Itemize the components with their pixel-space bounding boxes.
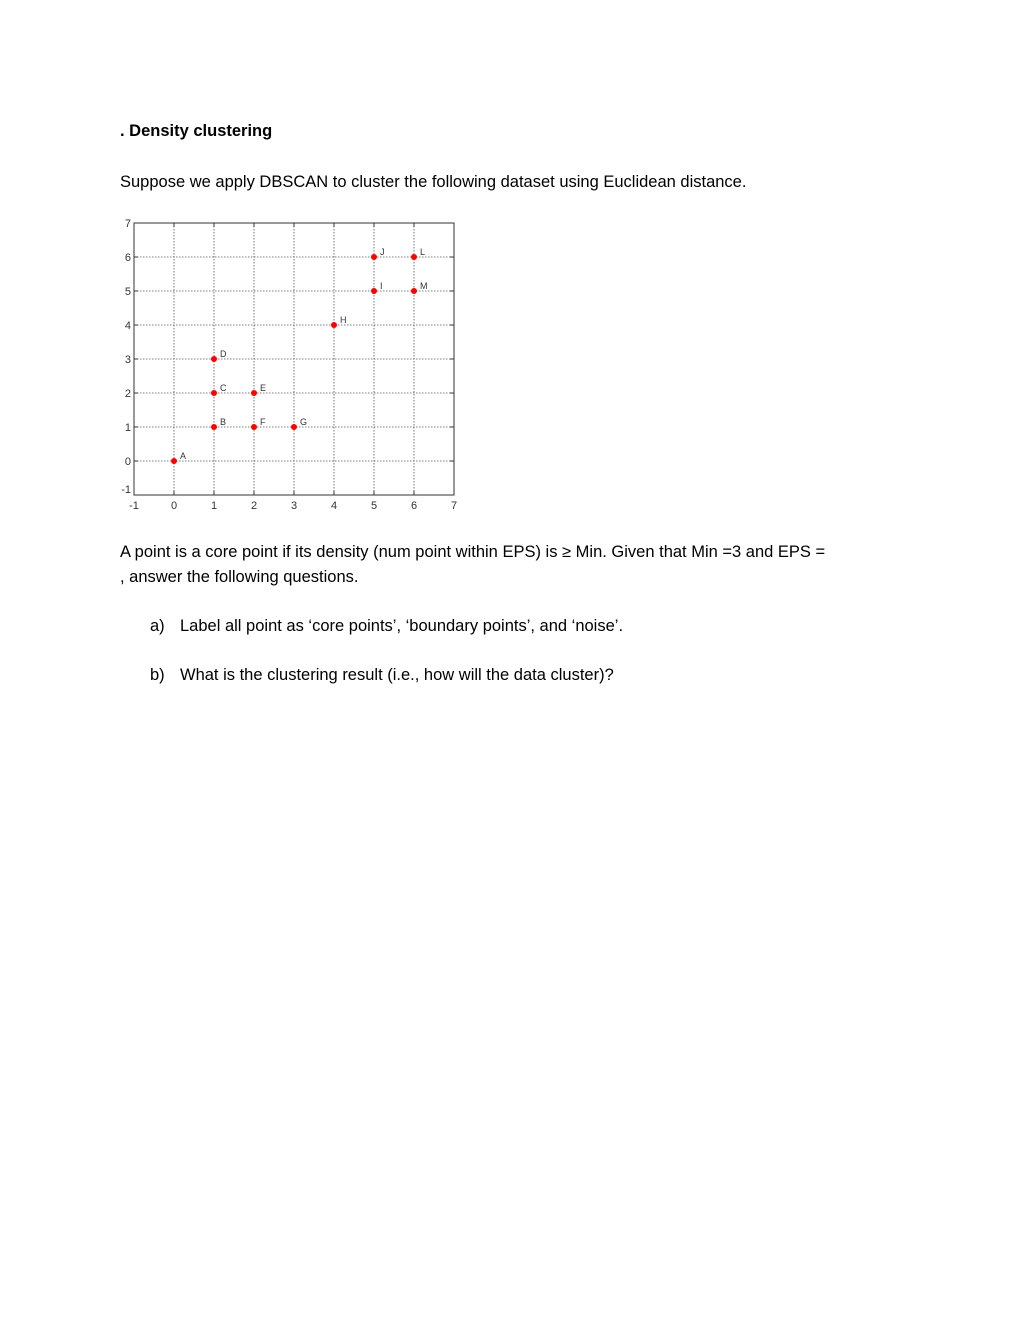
question-b-text: What is the clustering result (i.e., how will the data cluster)? bbox=[180, 666, 614, 684]
y-tick-label: 4 bbox=[124, 320, 131, 332]
y-tick-label: 3 bbox=[124, 354, 131, 366]
scatter-chart bbox=[112, 214, 472, 516]
question-b bbox=[150, 663, 614, 688]
x-tick-label: 6 bbox=[410, 500, 418, 512]
data-point-m bbox=[411, 288, 417, 294]
y-tick-label: -1 bbox=[121, 484, 131, 496]
section-heading: . Density clustering bbox=[120, 122, 273, 140]
data-point-i bbox=[371, 288, 377, 294]
data-point-g bbox=[291, 424, 297, 430]
y-tick-label: 6 bbox=[124, 252, 131, 264]
point-label-c: C bbox=[220, 383, 227, 393]
data-point-h bbox=[331, 322, 337, 328]
x-tick-label: 4 bbox=[330, 500, 338, 512]
point-label-h: H bbox=[340, 315, 347, 325]
y-tick-label: 5 bbox=[124, 286, 131, 298]
x-tick-label: 2 bbox=[250, 500, 258, 512]
x-tick-label: 5 bbox=[370, 500, 378, 512]
point-label-b: B bbox=[220, 417, 227, 427]
data-point-f bbox=[251, 424, 257, 430]
data-point-l bbox=[411, 254, 417, 260]
core-point-definition bbox=[120, 540, 825, 590]
data-point-a bbox=[171, 458, 177, 464]
point-label-l: L bbox=[420, 247, 426, 257]
point-label-e: E bbox=[260, 383, 267, 393]
x-tick-label: 1 bbox=[210, 500, 218, 512]
intro-paragraph: Suppose we apply DBSCAN to cluster the following dataset using Euclidean distance. bbox=[120, 173, 747, 191]
question-a bbox=[150, 614, 623, 639]
core-definition-line-1: A point is a core point if its density (num point within EPS) is ≥ Min. Given that Min =3 and EPS = bbox=[120, 543, 826, 561]
core-definition-line-2: , answer the following questions. bbox=[120, 568, 359, 586]
x-tick-label: 0 bbox=[170, 500, 178, 512]
y-tick-label: 1 bbox=[124, 422, 131, 434]
data-point-j bbox=[371, 254, 377, 260]
data-point-e bbox=[251, 390, 257, 396]
point-label-d: D bbox=[220, 349, 227, 359]
x-tick-label: 3 bbox=[290, 500, 298, 512]
point-label-j: J bbox=[380, 247, 385, 257]
y-tick-label: 0 bbox=[124, 456, 131, 468]
x-tick-label: 7 bbox=[450, 500, 458, 512]
y-tick-label: 7 bbox=[124, 218, 131, 230]
point-label-i: I bbox=[380, 281, 383, 291]
point-label-f: F bbox=[260, 417, 266, 427]
question-a-text: Label all point as ‘core points’, ‘boundary points’, and ‘noise’. bbox=[180, 617, 624, 635]
data-point-d bbox=[211, 356, 217, 362]
y-tick-label: 2 bbox=[124, 388, 131, 400]
data-point-b bbox=[211, 424, 217, 430]
point-label-m: M bbox=[420, 281, 428, 291]
data-point-c bbox=[211, 390, 217, 396]
question-a-marker: a) bbox=[150, 617, 165, 635]
question-b-marker: b) bbox=[150, 666, 165, 684]
point-label-a: A bbox=[180, 451, 187, 461]
point-label-g: G bbox=[300, 417, 308, 427]
x-tick-label: -1 bbox=[129, 500, 139, 512]
